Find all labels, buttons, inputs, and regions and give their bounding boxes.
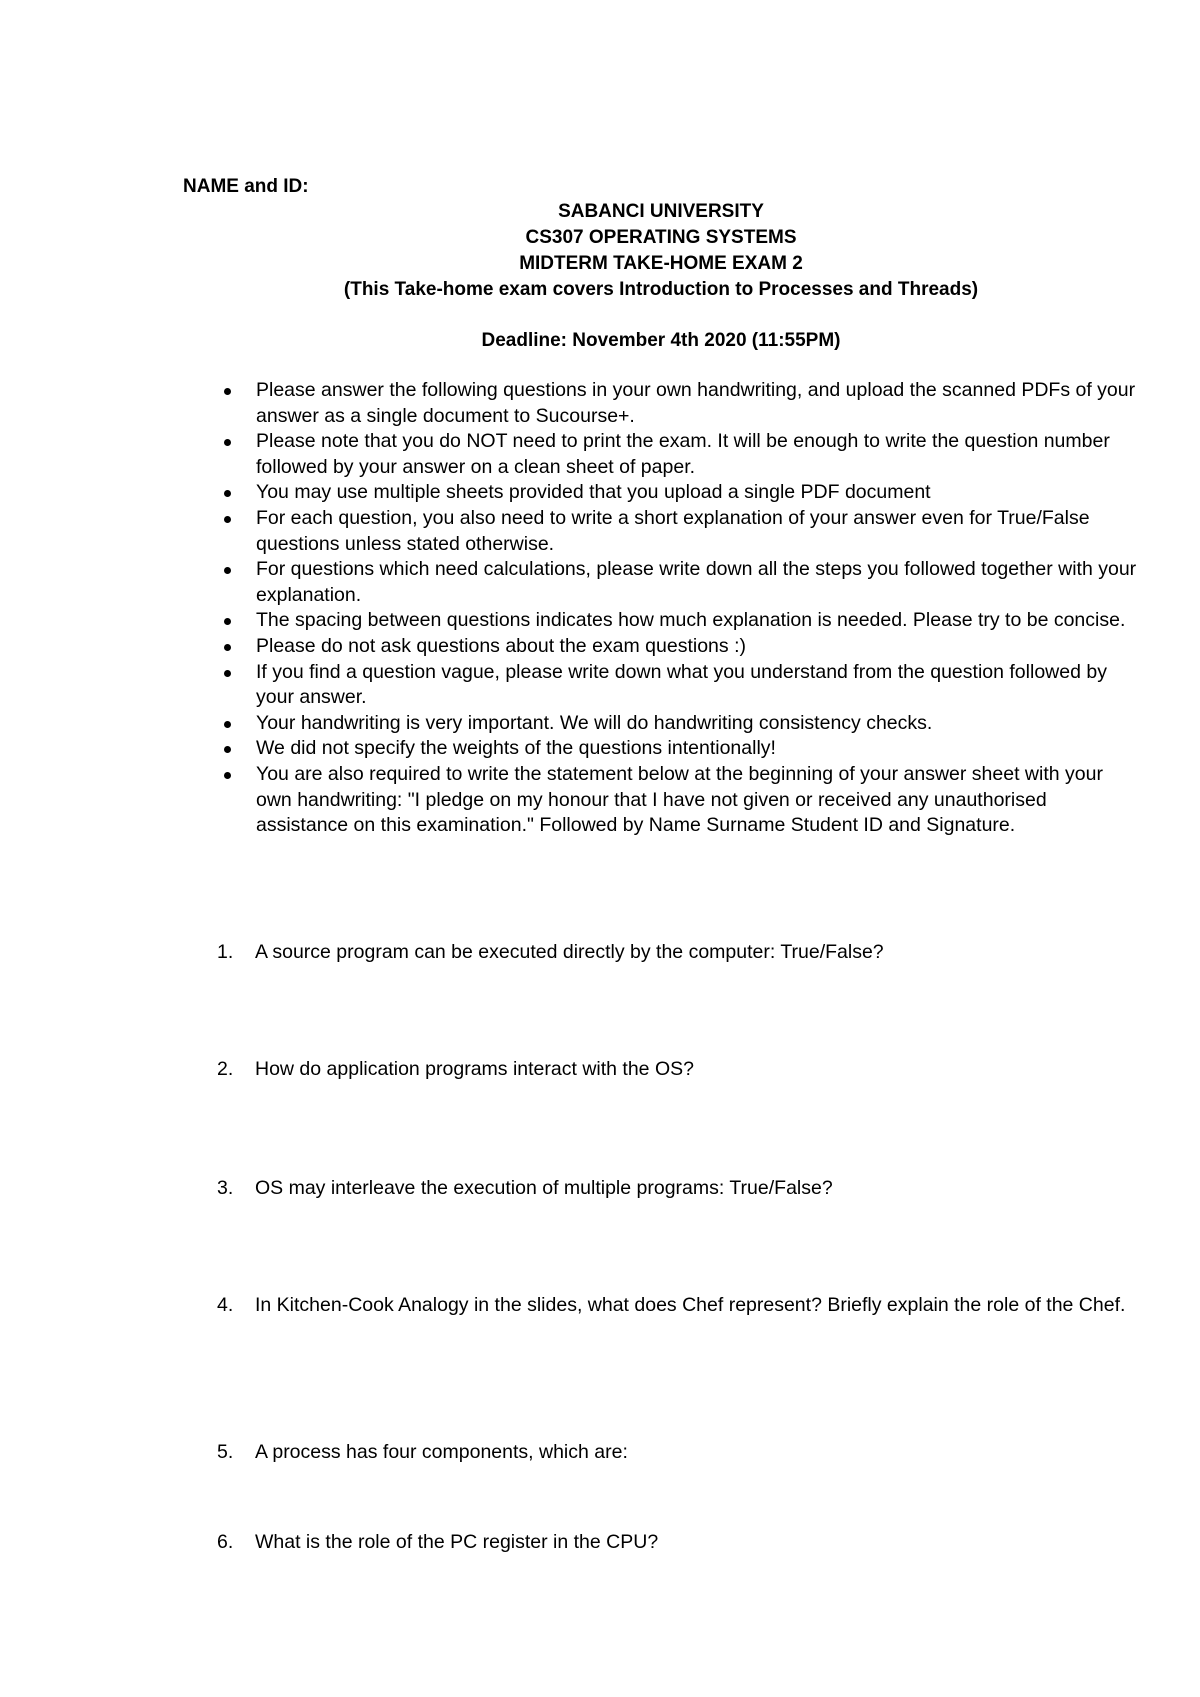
bullet-icon — [224, 746, 231, 753]
question-number: 2. — [217, 1058, 234, 1080]
question-text: How do application programs interact with the OS? — [255, 1058, 694, 1080]
exam-coverage: (This Take-home exam covers Introduction to Processes and Threads) — [343, 279, 979, 300]
question-text: OS may interleave the execution of multiple programs: True/False? — [255, 1177, 833, 1199]
instructions-list — [224, 378, 1144, 839]
instruction-item — [224, 736, 1144, 762]
bullet-icon — [224, 388, 231, 395]
exam-title: MIDTERM TAKE-HOME EXAM 2 — [519, 253, 803, 274]
question-item — [217, 1174, 1137, 1202]
question-text: What is the role of the PC register in the CPU? — [255, 1531, 659, 1553]
exam-deadline: Deadline: November 4th 2020 (11:55PM) — [481, 330, 841, 351]
instruction-item — [224, 634, 1144, 660]
instruction-text: If you find a question vague, please write down what you understand from the question followed by your answer. — [256, 660, 1107, 709]
question-text: A process has four components, which are: — [255, 1441, 628, 1463]
instruction-text: Please do not ask questions about the exam questions :) — [256, 634, 746, 657]
instruction-item — [224, 506, 1144, 557]
question-item — [217, 1291, 1137, 1319]
instruction-item — [224, 660, 1144, 711]
bullet-icon — [224, 490, 231, 497]
university-name: SABANCI UNIVERSITY — [558, 201, 764, 222]
question-number: 6. — [217, 1531, 234, 1553]
bullet-icon — [224, 618, 231, 625]
bullet-icon — [224, 644, 231, 651]
question-text: A source program can be executed directly by the computer: True/False? — [255, 941, 884, 963]
instruction-text: Please answer the following questions in your own handwriting, and upload the scanned PDFs of your answer as a single document to Sucourse+. — [256, 379, 1136, 427]
question-number: 1. — [217, 941, 234, 963]
instruction-text: You are also required to write the statement below at the beginning of your answer sheet with your own handwriting: "I pledge on my honour that I have not given or received any unauthorised assistance on this examination." Followed by Name Surname Student ID and Signature. — [256, 762, 1103, 837]
bullet-icon — [224, 516, 231, 523]
instruction-text: We did not specify the weights of the questions intentionally! — [256, 737, 776, 760]
instruction-item — [224, 480, 1144, 506]
question-item — [217, 1438, 1137, 1466]
bullet-icon — [224, 670, 231, 677]
question-number: 3. — [217, 1177, 234, 1199]
question-number: 5. — [217, 1441, 234, 1463]
name-id-label: NAME and ID: — [183, 176, 309, 197]
question-item — [217, 938, 1137, 966]
instruction-item — [224, 557, 1144, 608]
question-number: 4. — [217, 1294, 234, 1316]
instruction-item — [224, 711, 1144, 737]
course-title: CS307 OPERATING SYSTEMS — [525, 227, 797, 248]
instruction-text: Your handwriting is very important. We will do handwriting consistency checks. — [256, 711, 933, 734]
instruction-text: The spacing between questions indicates how much explanation is needed. Please try to be concise. — [256, 609, 1126, 632]
instruction-text: For each question, you also need to write a short explanation of your answer even for True/False questions unless stated otherwise. — [256, 506, 1090, 555]
instruction-item — [224, 429, 1144, 480]
bullet-icon — [224, 721, 231, 728]
instruction-text: For questions which need calculations, please write down all the steps you followed together with your explanation. — [256, 558, 1137, 606]
question-text: In Kitchen-Cook Analogy in the slides, what does Chef represent? Briefly explain the role of the Chef. — [255, 1294, 1126, 1316]
question-item — [217, 1055, 1137, 1083]
exam-header — [183, 199, 1139, 354]
instruction-text: Please note that you do NOT need to print the exam. It will be enough to write the question number followed by your answer on a clean sheet of paper. — [256, 430, 1110, 478]
bullet-icon — [224, 772, 231, 779]
instruction-item — [224, 608, 1144, 634]
instruction-item — [224, 378, 1144, 429]
instruction-item — [224, 762, 1144, 839]
bullet-icon — [224, 567, 231, 574]
instruction-text: You may use multiple sheets provided that you upload a single PDF document — [256, 481, 931, 504]
question-item — [217, 1528, 1137, 1556]
bullet-icon — [224, 439, 231, 446]
